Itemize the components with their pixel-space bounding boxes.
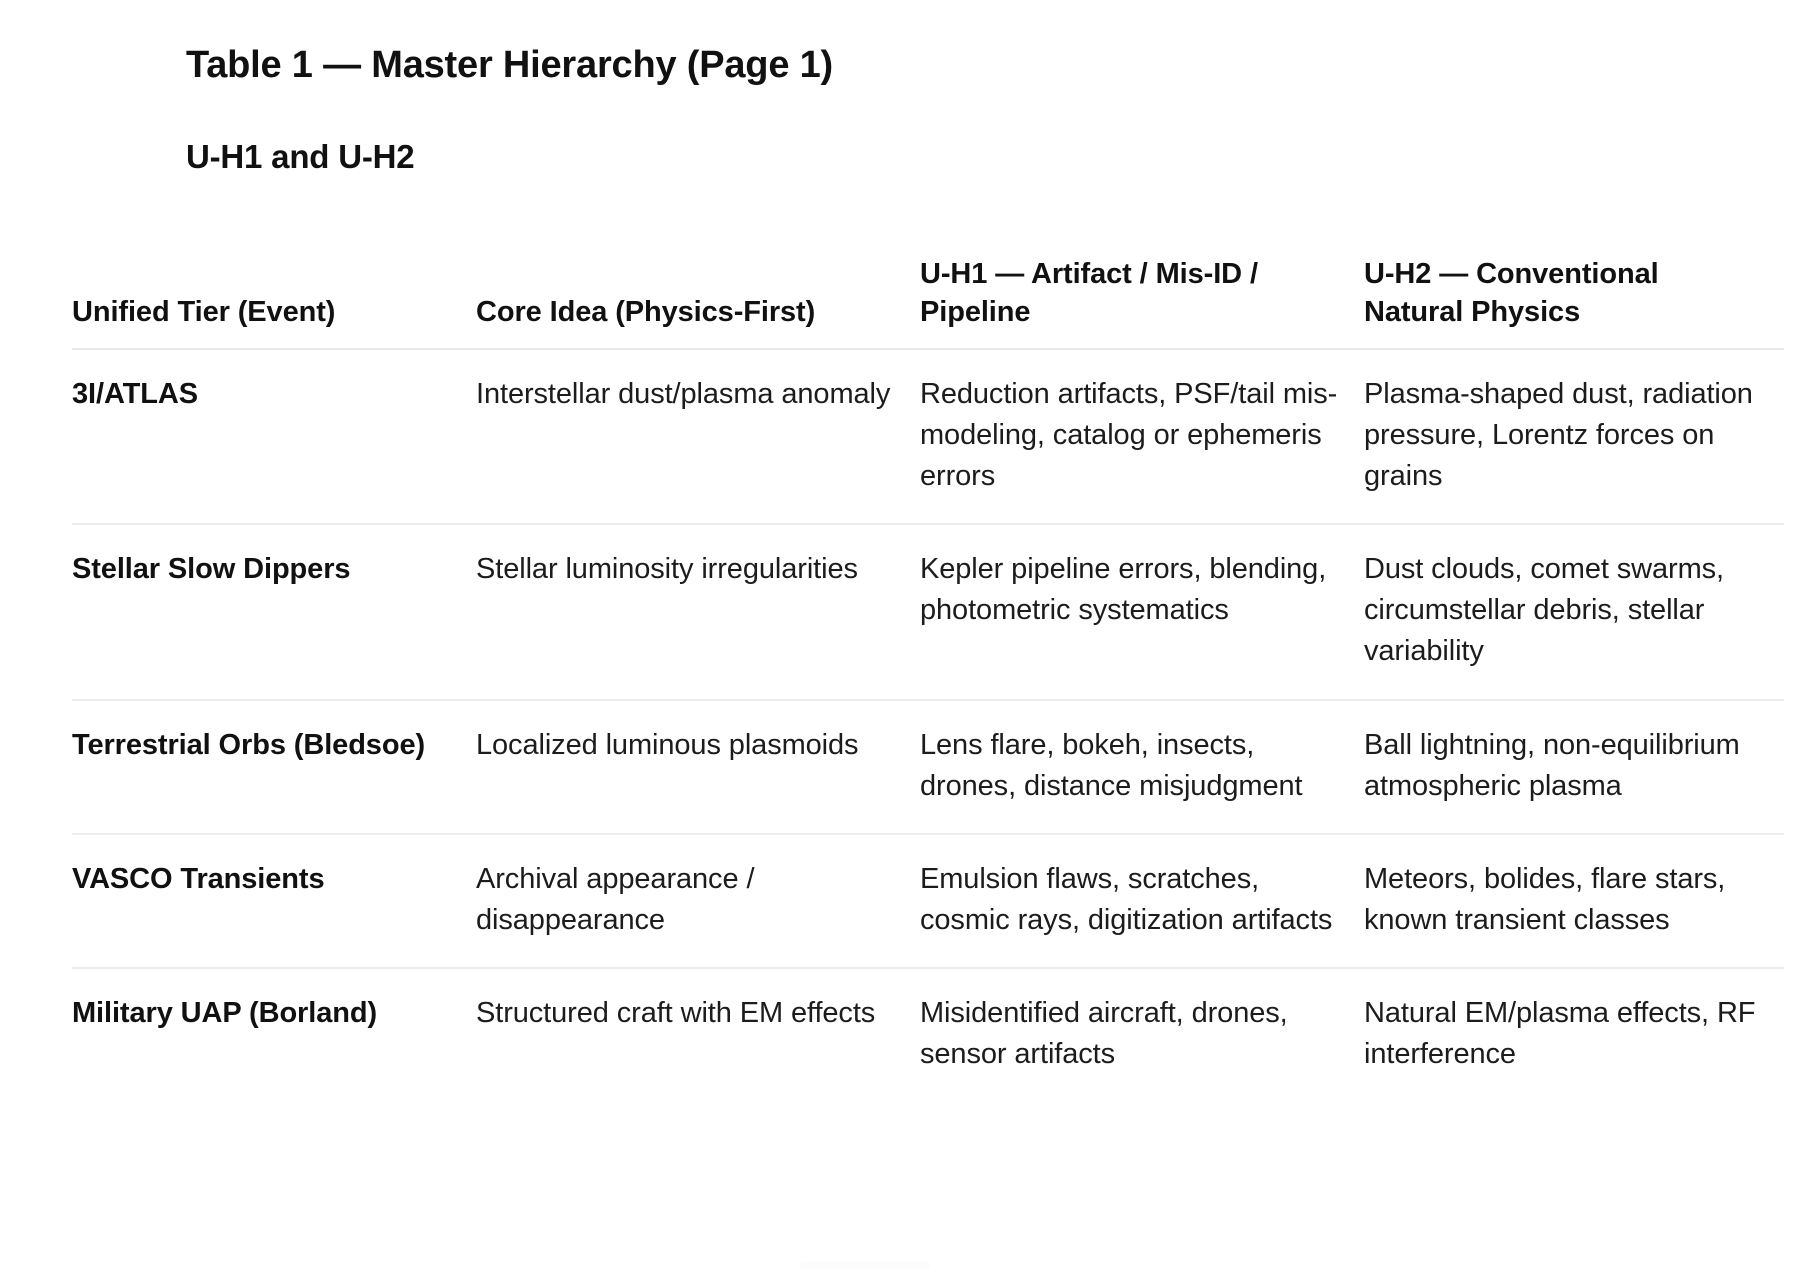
cell-uh2: Plasma-shaped dust, radiation pressure, Lorentz forces on grains [1364,349,1784,525]
cell-uh2: Ball lightning, non-equilibrium atmospheric plasma [1364,700,1784,834]
column-header-uh2: U-H2 — Conventional Natural Physics [1364,255,1784,349]
cell-uh1: Emulsion flaws, scratches, cosmic rays, digitization artifacts [920,834,1364,968]
cell-tier: VASCO Transients [72,834,476,968]
page-bottom-artifact [800,1262,930,1270]
cell-tier: Military UAP (Borland) [72,997,378,1030]
cell-core-idea: Interstellar dust/plasma anomaly [476,349,920,525]
cell-uh2: Natural EM/plasma effects, RF interference [1364,997,1756,1071]
cell-uh1: Kepler pipeline errors, blending, photometric systematics [920,524,1364,700]
page-title: Table 1 — Master Hierarchy (Page 1) [186,44,833,86]
table-header [72,255,1784,349]
cell-tier: 3I/ATLAS [72,349,476,525]
cell-uh2: Dust clouds, comet swarms, circumstellar debris, stellar variability [1364,524,1784,700]
table-row [72,524,1784,700]
table-row [72,834,1784,968]
cell-core-idea: Archival appearance / disappearance [476,834,920,968]
page-subtitle: U-H1 and U-H2 [186,138,415,175]
cell-uh1: Misidentified aircraft, drones, sensor artifacts [920,997,1288,1071]
column-header-core-idea: Core Idea (Physics-First) [476,255,920,349]
cell-core-idea: Localized luminous plasmoids [476,700,920,834]
table-header-row [72,255,1784,349]
cell-uh1: Reduction artifacts, PSF/tail mis-modeling, catalog or ephemeris errors [920,349,1364,525]
column-header-unified-tier: Unified Tier (Event) [72,255,476,349]
cell-tier: Stellar Slow Dippers [72,524,476,700]
master-hierarchy-table [72,255,1784,1102]
cell-core-idea: Stellar luminosity irregularities [476,524,920,700]
cell-core-idea: Structured craft with EM effects [476,997,876,1030]
column-header-uh1: U-H1 — Artifact / Mis-ID / Pipeline [920,255,1364,349]
master-hierarchy-table-container [72,255,1784,1102]
cell-uh2: Meteors, bolides, flare stars, known transient classes [1364,834,1784,968]
cell-uh1: Lens flare, bokeh, insects, drones, distance misjudgment [920,700,1364,834]
table-body [72,349,1784,1102]
cell-tier: Terrestrial Orbs (Bledsoe) [72,700,476,834]
table-row [72,349,1784,525]
table-row [72,700,1784,834]
table-row [72,968,1784,1101]
